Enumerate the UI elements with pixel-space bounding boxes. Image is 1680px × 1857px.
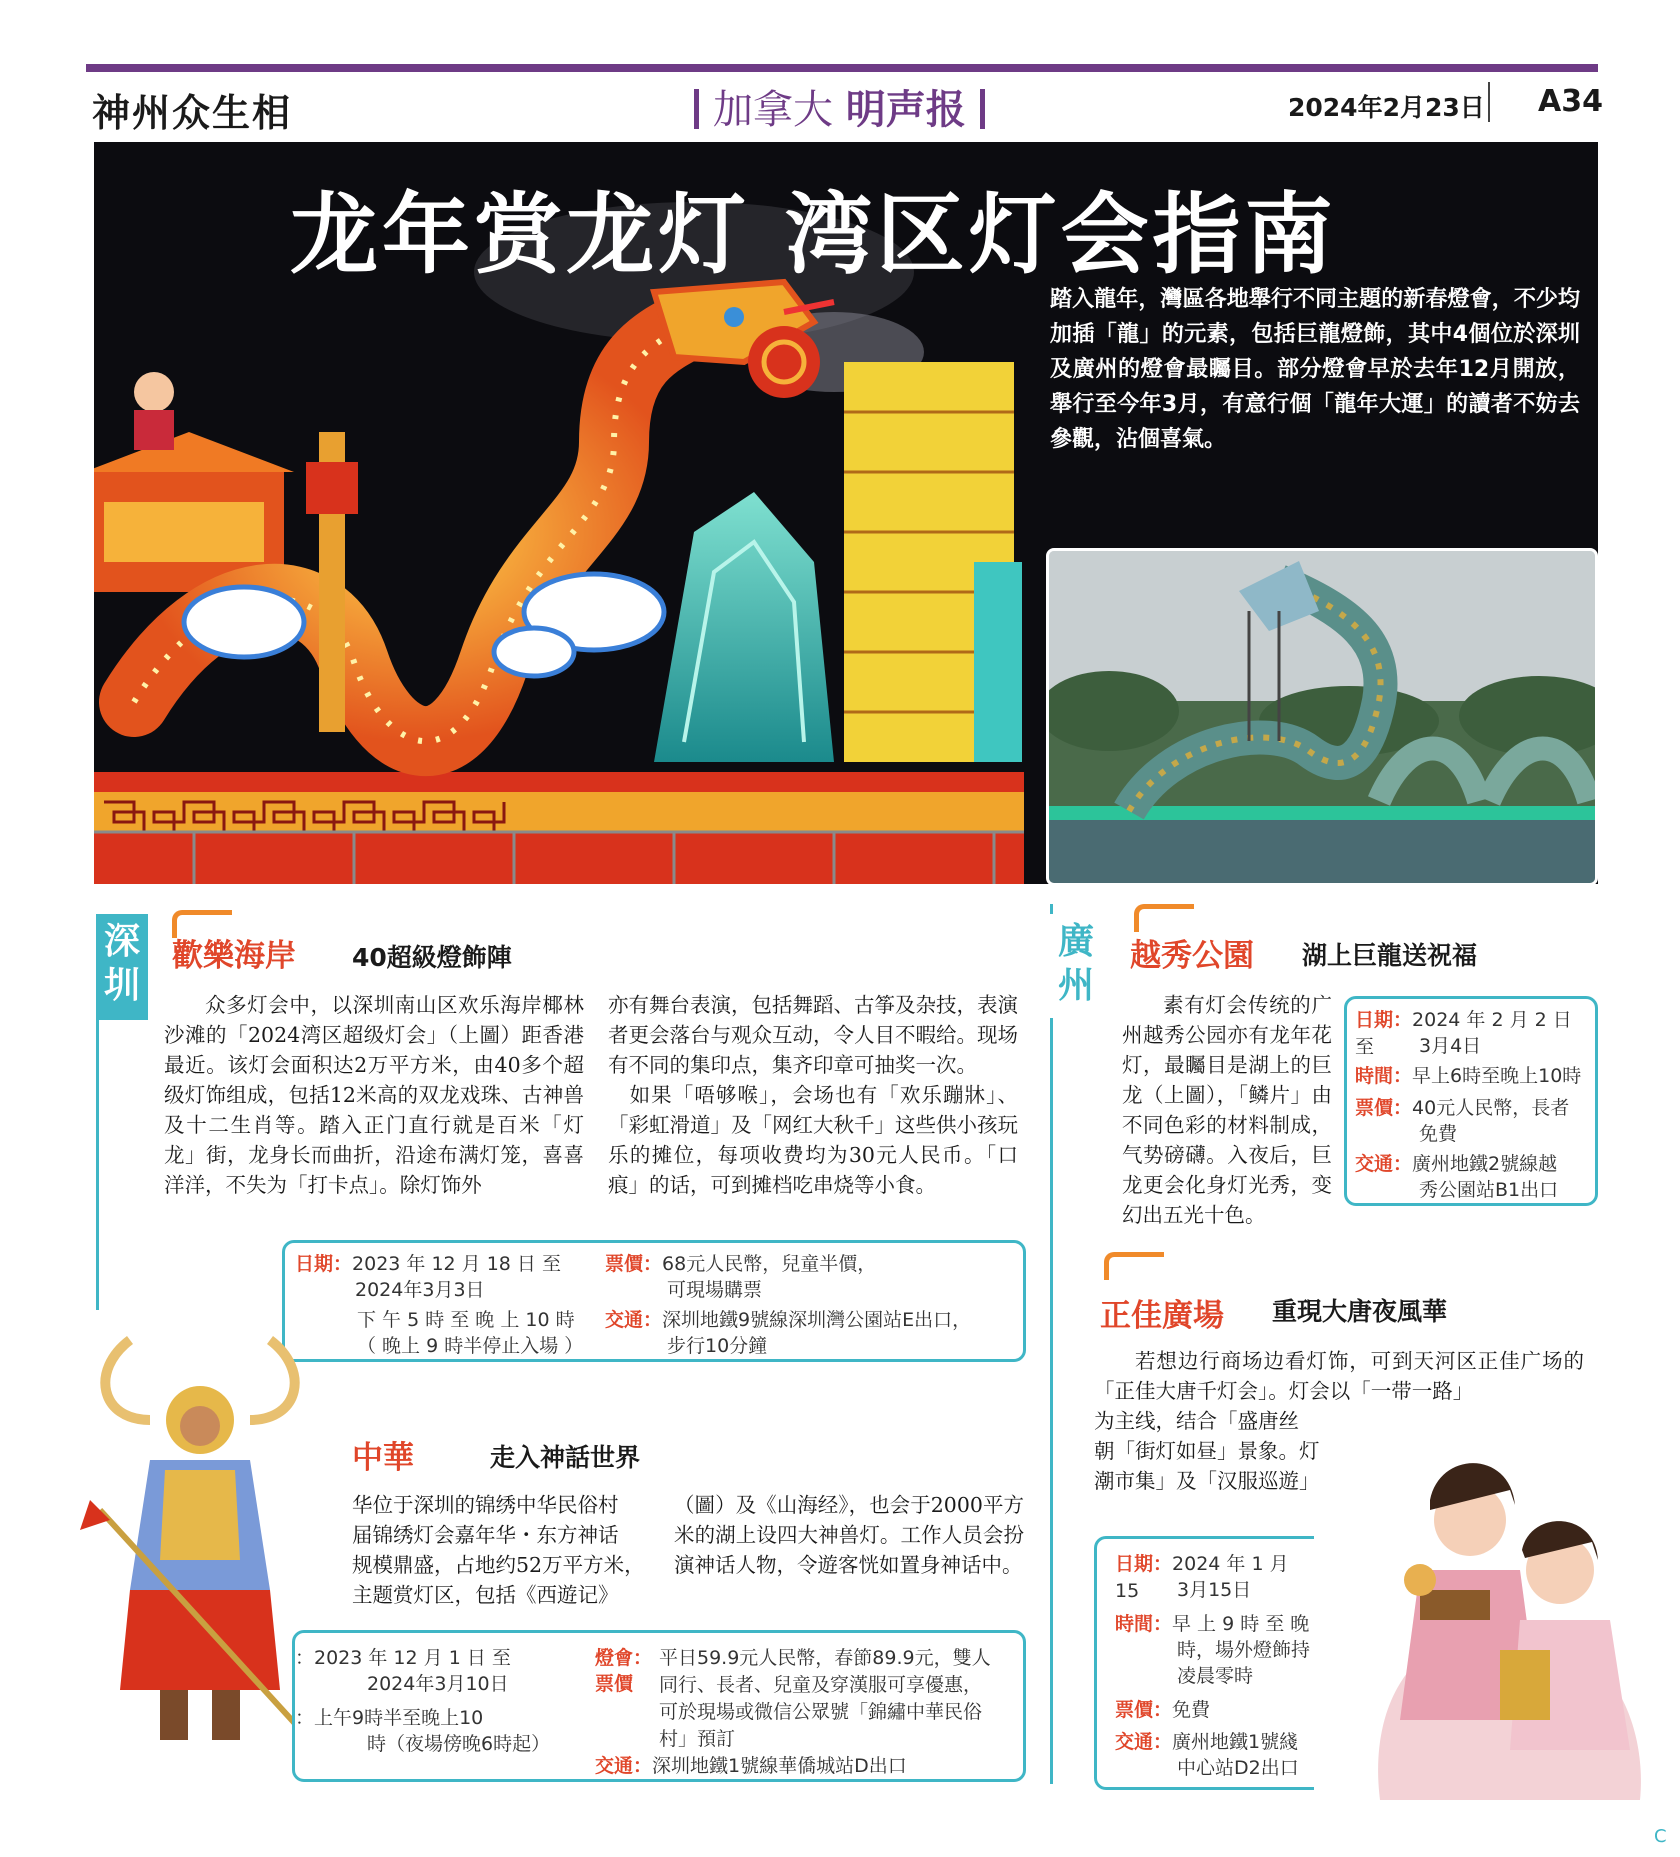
venue-subtitle-jinxiu: 走入神話世界 — [490, 1443, 641, 1472]
yuexiu-dragon-illustration — [1049, 551, 1598, 886]
sun-wukong-figure — [70, 1330, 330, 1750]
info-zhengjia-time-2: 時，場外燈飾持 — [1177, 1639, 1311, 1661]
info-yuexiu-transport-1: 廣州地鐵2號線越 — [1412, 1153, 1558, 1175]
info-yuexiu-date-1: 2024 年 2 月 2 日 至 — [1355, 1009, 1572, 1058]
info-jinxiu-price-key-2: 票價 — [595, 1673, 634, 1695]
masthead-prefix: 加拿大 — [713, 87, 833, 133]
masthead-bar-right — [980, 89, 985, 129]
info-huanle-date-2: 2024年3月3日 — [355, 1279, 485, 1301]
city-tab-shenzhen — [96, 914, 148, 1020]
info-zhengjia-time-1: 早 上 9 時 至 晚 — [1172, 1613, 1310, 1635]
page-number: A34 — [1538, 84, 1603, 119]
info-jinxiu-date-1: ：2023 年 12 月 1 日 至 — [295, 1647, 511, 1669]
info-jinxiu-transport: 深圳地鐵1號線華僑城站D出口 — [652, 1755, 907, 1777]
info-yuexiu-date-key: 日期： — [1355, 1009, 1413, 1031]
yuexiu-dragon-photo — [1046, 548, 1598, 886]
guangzhou-rule — [1050, 904, 1053, 1784]
article-huanle-col2: 亦有舞台表演，包括舞蹈、古筝及杂技，表演者更会落台与观众互动，令人目不暇给。现场有不同的集印点，集齐印章可抽奖一次。 如果「唔够喉」，会场也有「欢乐蹦牀」、「彩虹滑道」及「网红大秋千」这些供小孩玩乐的摊位，每项收费均为30元人民币。「口痕」的话，可到摊档吃串烧等小食。 — [608, 993, 1018, 1197]
corner-mark: C — [1654, 1826, 1667, 1847]
info-huanle-date-key: 日期： — [295, 1253, 353, 1275]
info-yuexiu-transport-2: 秀公園站B1出口 — [1419, 1179, 1559, 1201]
venue-name-zhengjia: 正佳廣場 — [1100, 1298, 1224, 1334]
masthead-name: 明声报 — [845, 87, 966, 133]
venue-name-jinxiu: 中華 — [352, 1440, 414, 1476]
info-zhengjia-date-1: 2024 年 1 月 15 — [1115, 1553, 1289, 1602]
intro-text: 踏入龍年，灣區各地舉行不同主題的新春燈會，不少均加插「龍」的元素，包括巨龍燈飾，其中4個位於深圳及廣州的燈會最矚目。部分燈會早於去年12月開放，舉行至今年3月，有意行個「龍年大運」的讀者不妨去參觀，沾個喜氣。 — [1050, 287, 1580, 452]
info-jinxiu-date-2: 2024年3月10日 — [367, 1673, 509, 1695]
info-zhengjia-price: 免費 — [1172, 1699, 1211, 1721]
info-yuexiu-date-2: 3月4日 — [1419, 1035, 1482, 1057]
info-zhengjia-transport-key: 交通： — [1115, 1731, 1173, 1753]
venue-deco-yuexiu — [1134, 904, 1194, 932]
info-huanle-time-2: （ 晚上 9 時半停止入場 ） — [357, 1335, 584, 1357]
article-zhengjia: 若想边行商场边看灯饰，可到天河区正佳广场的「正佳大唐千灯会」。灯会以「一带一路」 为主线，结合「盛唐丝 朝「街灯如昼」景象。灯 潮市集」及「汉服巡遊」 — [1094, 1349, 1584, 1493]
article-jinxiu-col1: 华位于深圳的锦绣中华民俗村 届锦绣灯会嘉年华・东方神话 规模鼎盛，占地约52万平方米， 主题赏灯区，包括《西遊记》 — [352, 1493, 645, 1607]
masthead — [680, 78, 999, 135]
info-box-yuexiu — [1344, 996, 1598, 1206]
info-yuexiu-price-key: 票價： — [1355, 1097, 1413, 1119]
venue-subtitle-zhengjia: 重現大唐夜風華 — [1272, 1297, 1448, 1326]
venue-name-yuexiu: 越秀公園 — [1130, 938, 1254, 974]
venue-subtitle-yuexiu: 湖上巨龍送祝福 — [1302, 941, 1478, 970]
info-box-jinxiu — [292, 1630, 1026, 1782]
info-box-huanle — [282, 1240, 1026, 1362]
info-jinxiu-price: 平日59.9元人民幣，春節89.9元，雙人同行、長者、兒童及穿漢服可享優惠，可於現場或微信公眾號「錦繡中華民俗村」預訂 — [659, 1647, 991, 1750]
venue-subtitle-huanle: 40超級燈飾陣 — [352, 943, 512, 972]
city-tab-guangzhou-label: 廣州 — [1057, 921, 1094, 1006]
info-zhengjia-time-key: 時間： — [1115, 1613, 1173, 1635]
info-zhengjia-time-3: 凌晨零時 — [1177, 1665, 1254, 1687]
section-name: 神州众生相 — [92, 90, 293, 135]
top-rule — [86, 64, 1598, 72]
headline: 龙年赏龙灯 湾区灯会指南 — [290, 183, 1337, 286]
info-yuexiu-transport-key: 交通： — [1355, 1153, 1413, 1175]
shenzhen-rule — [96, 1020, 99, 1310]
city-tab-guangzhou — [1050, 914, 1102, 1018]
header-divider — [1488, 82, 1490, 122]
issue-date: 2024年2月23日 — [1288, 93, 1485, 122]
info-yuexiu-time-key: 時間： — [1355, 1065, 1413, 1087]
info-jinxiu-time-2: 時（夜場傍晚6時起） — [367, 1733, 551, 1755]
city-tab-shenzhen-label: 深圳 — [103, 921, 140, 1006]
info-huanle-price-key: 票價： — [605, 1253, 663, 1275]
tang-costume-performers-photo — [1360, 1420, 1650, 1800]
info-jinxiu-price-key-1: 燈會： — [595, 1647, 653, 1669]
info-huanle-price-1: 68元人民幣，兒童半價， — [662, 1253, 877, 1275]
info-jinxiu-transport-key: 交通： — [595, 1755, 653, 1777]
info-huanle-price-2: 可現場購票 — [667, 1279, 763, 1301]
article-yuexiu: 素有灯会传统的广州越秀公园亦有龙年花灯，最矚目是湖上的巨龙（上圖），「鳞片」由不同色彩的材料制成，气势磅礴。入夜后，巨龙更会化身灯光秀，变幻出五光十色。 — [1122, 993, 1332, 1227]
info-zhengjia-date-2: 3月15日 — [1177, 1579, 1252, 1601]
info-huanle-transport-2: 步行10分鐘 — [667, 1335, 768, 1357]
info-zhengjia-date-key: 日期： — [1115, 1553, 1173, 1575]
article-huanle-col1: 众多灯会中，以深圳南山区欢乐海岸椰林沙滩的「2024湾区超级灯会」（上圖）距香港最近。该灯会面积达2万平方米，由40多个超级灯饰组成，包括12米高的双龙戏珠、古神兽及十二生肖等。踏入正门直行就是百米「灯龙」街，龙身长而曲折，沿途布满灯笼，喜喜洋洋，不失为「打卡点」。除灯饰外 — [164, 993, 584, 1197]
info-yuexiu-price-2: 免費 — [1419, 1123, 1458, 1145]
info-zhengjia-transport-2: 中心站D2出口 — [1177, 1757, 1299, 1779]
info-jinxiu-time-1: ：上午9時半至晚上10 — [295, 1707, 484, 1729]
info-yuexiu-time: 早上6時至晚上10時 — [1412, 1065, 1582, 1087]
venue-name-huanle: 歡樂海岸 — [172, 938, 296, 974]
info-huanle-date-1: 2023 年 12 月 18 日 至 — [352, 1253, 561, 1275]
info-yuexiu-price-1: 40元人民幣，長者 — [1412, 1097, 1570, 1119]
info-box-zhengjia — [1094, 1536, 1314, 1790]
info-zhengjia-transport-1: 廣州地鐵1號綫 — [1172, 1731, 1299, 1753]
info-zhengjia-price-key: 票價： — [1115, 1699, 1173, 1721]
masthead-bar-left — [694, 89, 699, 129]
article-jinxiu-col2: （圖）及《山海经》，也会于2000平方米的湖上设四大神兽灯。工作人员会扮演神话人物，令遊客恍如置身神话中。 — [674, 1493, 1024, 1577]
venue-deco-zhengjia — [1104, 1252, 1164, 1280]
info-huanle-time-1: 下 午 5 時 至 晚 上 10 時 — [357, 1309, 575, 1331]
info-huanle-transport-key: 交通： — [605, 1309, 663, 1331]
info-huanle-transport-1: 深圳地鐵9號線深圳灣公園站E出口， — [662, 1309, 972, 1331]
